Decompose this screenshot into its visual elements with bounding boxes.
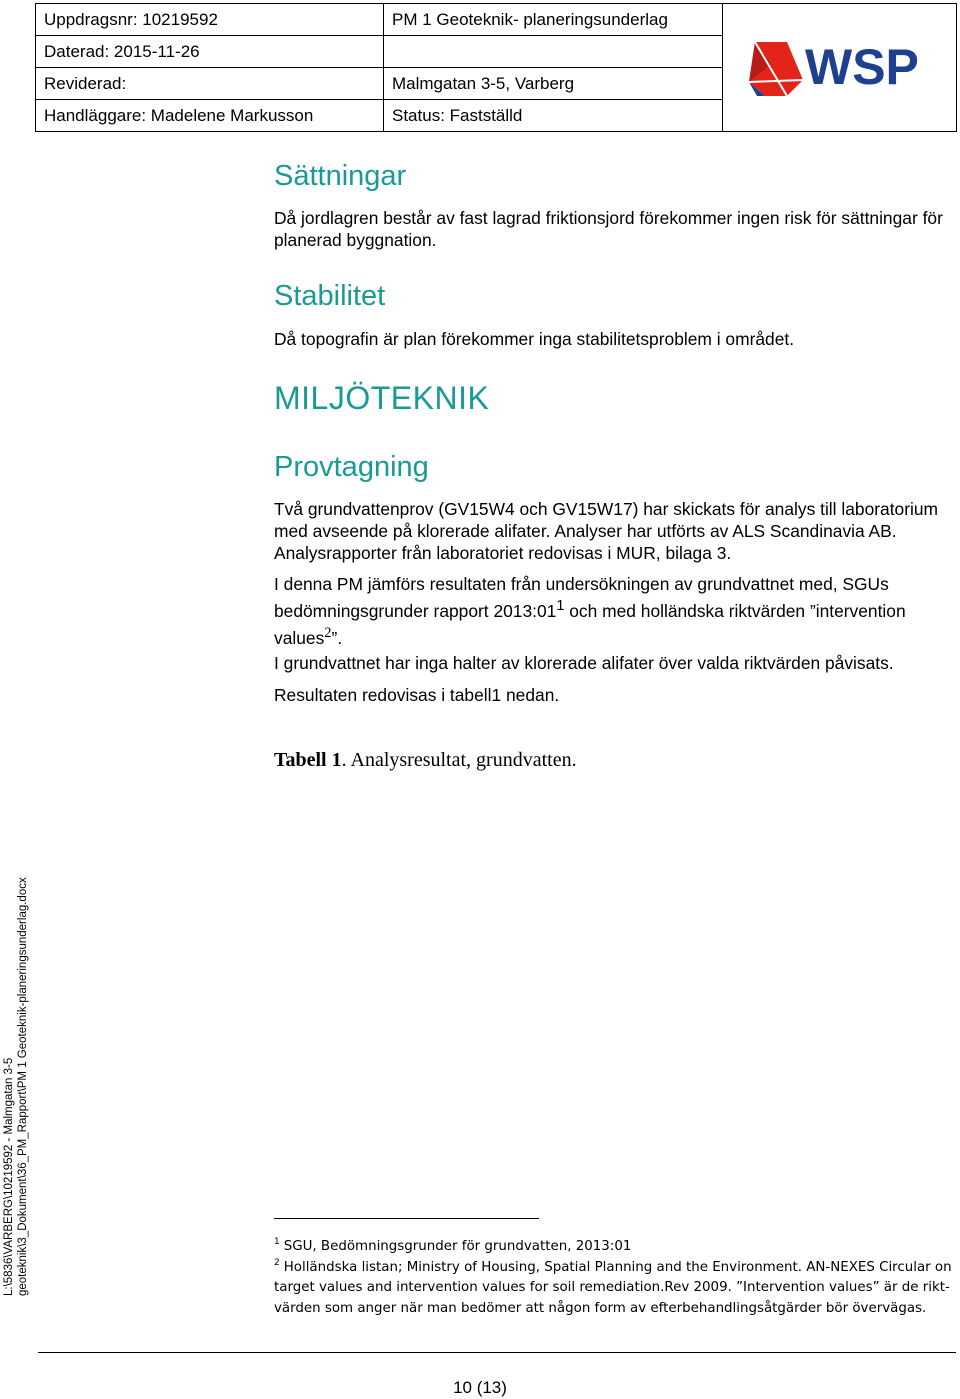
footnotes [274,1237,958,1319]
footnote-2: $^2$ Holländska listan; Ministry of Housing, Spatial Planning and the Environment. AN-NEXES Circular on target values and intervention values for soil remediation.Rev 2009. ”Intervention values” är de rikt-värden som anger när man bedömer att någon form av efterbehandlingsåtgärder bör övervägas. [274,1257,952,1316]
table-caption-label: Tabell 1 [274,749,342,771]
page-number: 10 (13) [453,1378,507,1397]
provtagning-paragraph-3: I grundvattnet har inga halter av klorerade alifater över valda riktvärden påvisats. [274,653,894,673]
footnote-separator [274,1218,539,1219]
footnote-1: $^1$ SGU, Bedömningsgrunder för grundvatten, 2013:01 [274,1237,632,1254]
wsp-logo-text: WSP [804,39,919,95]
provtagning-paragraph-2: I denna PM jämförs resultaten från undersökningen av grundvattnet med, SGUs bedömningsgrunder rapport $2013:01^1$ och med holländska riktvärden ”intervention values$^2$”. [274,574,906,648]
document-title: PM 1 Geoteknik- planeringsunderlag [384,4,723,36]
heading-provtagning: Provtagning [274,451,429,483]
assignment-number: Uppdragsnr: 10219592 [36,4,384,36]
stabilitet-text: Då topografin är plan förekommer inga stabilitetsproblem i området. [274,329,795,349]
provtagning-paragraph-4: Resultaten redovisas i tabell1 nedan. [274,685,560,705]
file-path-sidebar [2,876,30,1296]
file-path-line-2: geoteknik\3_Dokument\36_PM_Rapport\PM 1 Geoteknik-planeringsunderlag.docx [17,877,29,1296]
footer-divider [38,1352,956,1353]
handler: Handläggare: Madelene Markusson [36,100,384,132]
logo-cell [723,4,957,132]
footnote-ref-1: 1 [556,598,565,614]
wsp-logo [747,34,933,96]
date: Daterad: 2015-11-26 [36,36,384,68]
table-caption [274,749,577,772]
footnote-ref-2: 2 [324,624,332,641]
heading-sattningar: Sättningar [274,160,407,192]
status: Status: Fastställd [384,100,723,132]
heading-miljoteknik: MILJÖTEKNIK [274,380,490,416]
file-path-line-1: L:\5836\VARBERG\10219592 - Malmgatan 3-5 [3,1057,15,1296]
sattningar-text: Då jordlagren består av fast lagrad friktionsjord förekommer ingen risk för sättningar för planerad byggnation. [274,208,943,250]
address: Malmgatan 3-5, Varberg [384,68,723,100]
document-header [35,3,957,132]
revised: Reviderad: [36,68,384,100]
table-caption-text: . Analysresultat, grundvatten. [341,749,577,771]
provtagning-paragraph-1: Två grundvattenprov (GV15W4 och GV15W17) har skickats för analys till laboratorium med avseende på klorerade alifater. Analyser har utförts av ALS Scandinavia AB. Analysrapporter från laboratoriet redovisas i MUR, bilaga 3. [274,499,939,563]
heading-stabilitet: Stabilitet [274,280,386,312]
